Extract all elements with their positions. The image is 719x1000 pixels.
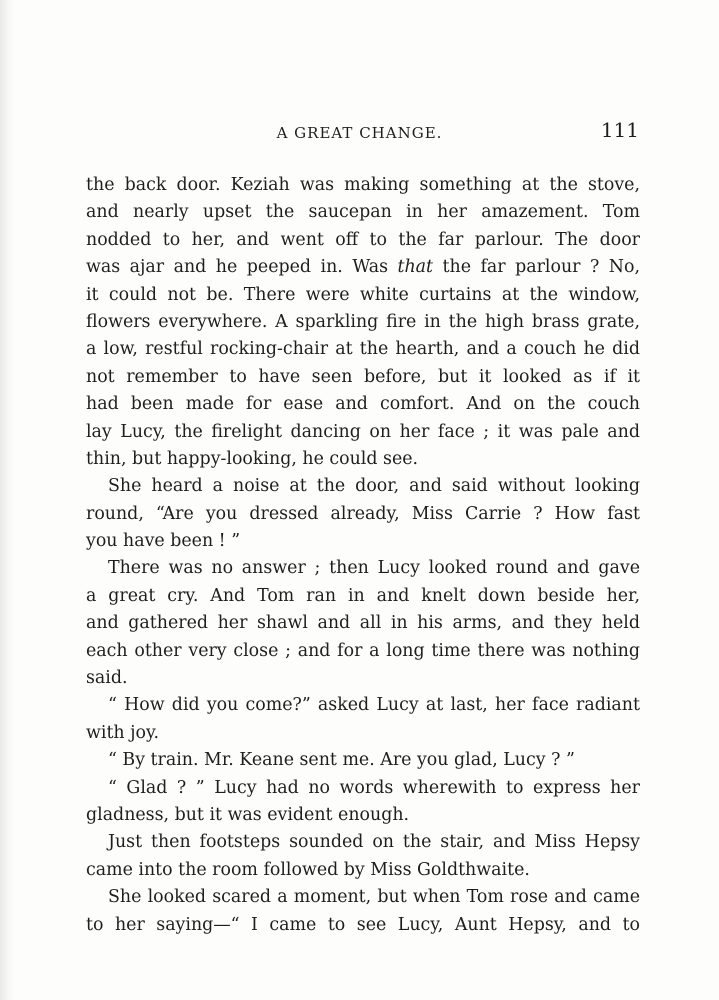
text-line [86, 775, 640, 802]
text-line [86, 172, 640, 199]
text-line [86, 829, 640, 856]
text-line [86, 747, 640, 774]
text-run: not remember to have seen before, but it looked as if it [86, 366, 640, 387]
text-run: had been made for ease and comfort. And on the couch [86, 394, 640, 415]
text-run: nodded to her, and went off to the far parlour. The door [86, 229, 640, 250]
text-run: came into the room followed by Miss Goldthwaite. [86, 859, 530, 880]
text-line [86, 692, 640, 719]
running-title: A GREAT CHANGE. [276, 124, 443, 142]
text-line [86, 254, 640, 281]
text-line [86, 884, 640, 911]
text-run: There was no answer ; then Lucy looked round and gave [108, 558, 640, 579]
text-run: and nearly upset the saucepan in her amazement. Tom [86, 202, 640, 223]
text-run: lay Lucy, the firelight dancing on her face ; it was pale and [86, 421, 640, 442]
text-line [86, 227, 640, 254]
text-line [86, 364, 640, 391]
text-line [86, 857, 640, 884]
text-run: you have been ! ” [86, 531, 241, 552]
text-run: a great cry. And Tom ran in and knelt down beside her, [86, 585, 640, 606]
text-line [86, 610, 640, 637]
text-line [86, 665, 640, 692]
text-run: each other very close ; and for a long time there was nothing [86, 640, 640, 661]
text-line [86, 555, 640, 582]
text-run: “ Glad ? ” Lucy had no words wherewith to express her [108, 777, 640, 798]
text-run: a low, restful rocking-chair at the hearth, and a couch he did [86, 339, 640, 360]
text-run: round, “Are you dressed already, Miss Carrie ? How fast [86, 503, 640, 524]
text-run: She heard a noise at the door, and said without looking [108, 476, 640, 497]
page-gutter-shadow [0, 0, 14, 1000]
text-run: “ By train. Mr. Keane sent me. Are you glad, Lucy ? ” [108, 750, 575, 771]
text-run: was ajar and he peeped in. Was [86, 257, 398, 278]
text-line [86, 473, 640, 500]
text-line [86, 282, 640, 309]
text-run: the back door. Keziah was making something at the stove, [86, 175, 640, 195]
text-line [86, 720, 640, 747]
text-line [86, 199, 640, 226]
text-line [86, 419, 640, 446]
text-run: She looked scared a moment, but when Tom rose and came [108, 887, 640, 908]
text-line [86, 391, 640, 418]
text-line [86, 309, 640, 336]
text-run: gladness, but it was evident enough. [86, 804, 410, 825]
text-line [86, 336, 640, 363]
text-line [86, 446, 640, 473]
text-run: it could not be. There were white curtains at the window, [86, 284, 640, 305]
text-run: to her saying—“ I came to see Lucy, Aunt Hepsy, and to [86, 914, 640, 935]
text-line [86, 912, 640, 939]
text-line [86, 802, 640, 829]
text-line [86, 583, 640, 610]
body-text [86, 172, 640, 939]
text-line [86, 528, 640, 555]
text-run: “ How did you come?” asked Lucy at last, her face radiant [108, 695, 640, 716]
text-run: the far parlour ? No, [433, 257, 640, 278]
text-run: said. [86, 668, 128, 689]
italic-run: that [397, 257, 434, 278]
text-run: flowers everywhere. A sparkling fire in the high brass grate, [86, 311, 640, 332]
page-number: 111 [600, 118, 639, 142]
text-line [86, 501, 640, 528]
text-run: and gathered her shawl and all in his arms, and they held [86, 613, 640, 634]
text-run: thin, but happy-looking, he could see. [86, 448, 419, 469]
text-run: with joy. [86, 722, 160, 743]
text-line [86, 638, 640, 665]
text-run: Just then footsteps sounded on the stair, and Miss Hepsy [108, 832, 640, 853]
